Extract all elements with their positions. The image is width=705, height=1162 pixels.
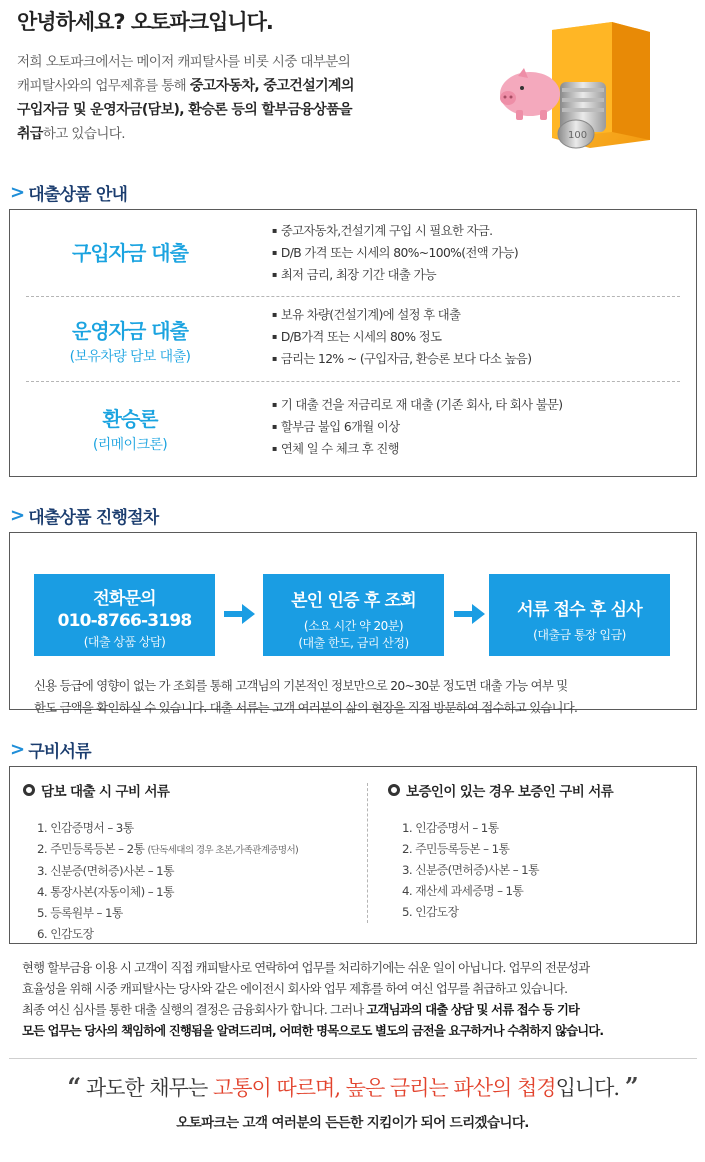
- documents-guarantor: [388, 780, 613, 923]
- list-item: 5. 등록원부 – 1통: [37, 906, 123, 920]
- list-item: ▪ D/B 가격 또는 시세의 80%~100%(전액 가능): [272, 242, 518, 264]
- list-item: 1. 인감증명서 – 1통: [402, 821, 499, 835]
- list-item: 4. 재산세 과세증명 – 1통: [402, 884, 524, 898]
- documents-heading: 담보 대출 시 구비 서류: [41, 784, 170, 800]
- documents-collateral: [23, 780, 298, 945]
- close-quote-icon: ”: [624, 1072, 638, 1101]
- products-box: [9, 209, 697, 477]
- product-name: 환승론: [102, 407, 158, 431]
- intro-text: 저희 오토파크에서는 메이저 캐피탈사를 비롯 시중 대부분의 캐피탈사와의 업무제휴를 통해 중고자동차, 중고건설기계의 구입자금 및 운영자금(담보), 환승론 등의 할부금융상품을 취급하고 있습니다.: [17, 54, 354, 142]
- documents-box: [9, 766, 697, 944]
- svg-text:100: 100: [568, 130, 588, 141]
- list-item: 1. 인감증명서 – 3통: [37, 821, 134, 835]
- step-document-review: 서류 접수 후 심사 (대출금 통장 입금): [489, 574, 670, 656]
- chevron-right-icon: >: [10, 739, 25, 760]
- process-description: 신용 등급에 영향이 없는 가 조회를 통해 고객님의 기본적인 정보만으로 20~30분 정도면 대출 가능 여부 및 한도 금액을 확인하실 수 있습니다. 대출 서류는 고객 여러분의 삶의 현장을 직접 방문하여 접수하고 있습니다.: [34, 679, 578, 715]
- process-box: [9, 532, 697, 715]
- list-item: ▪ 할부금 불입 6개월 이상: [272, 416, 562, 438]
- product-name: 운영자금 대출: [72, 319, 188, 343]
- documents-heading: 보증인이 있는 경우 보증인 구비 서류: [406, 784, 614, 800]
- section-title-process: > 대출상품 진행절차: [10, 505, 159, 528]
- divider: [9, 1058, 697, 1059]
- slogan-quote: “ 과도한 채무는 고통이 따르며, 높은 금리는 파산의 첩경입니다. ”: [67, 1072, 638, 1101]
- list-item: 3. 신분증(면허증)사본 – 1통: [402, 863, 539, 877]
- open-quote-icon: “: [67, 1072, 81, 1101]
- section-title-documents: > 구비서류: [10, 739, 91, 762]
- chevron-right-icon: >: [10, 182, 25, 203]
- list-item: 6. 인감도장: [37, 927, 94, 941]
- phone-number: 010-8766-3198: [57, 611, 192, 631]
- list-item: 2. 주민등록등본 – 1통: [402, 842, 510, 856]
- divider: [26, 296, 680, 297]
- list-item: ▪ 보유 차량(건설기계)에 설정 후 대출: [272, 304, 531, 326]
- section-title-products: > 대출상품 안내: [10, 182, 128, 205]
- footer-text: 오토파크는 고객 여러분의 든든한 지킴이가 되어 드리겠습니다.: [176, 1115, 529, 1131]
- intro: [17, 6, 487, 146]
- list-item: 2. 주민등록등본 – 2통 (단독세대의 경우 초본,가족관계증명서): [37, 842, 299, 856]
- divider: [367, 783, 368, 923]
- divider: [26, 381, 680, 382]
- arrow-right-icon: [224, 603, 256, 625]
- product-subname: (리메이크론): [92, 437, 168, 453]
- chevron-right-icon: >: [10, 505, 25, 526]
- list-item: ▪ 최저 금리, 최장 기간 대출 가능: [272, 264, 518, 286]
- bullet-circle-icon: [388, 784, 400, 796]
- arrow-right-icon: [454, 603, 486, 625]
- notice-text: 현행 할부금융 이용 시 고객이 직접 캐피탈사로 연락하여 업무를 처리하기에는 쉬운 일이 아닙니다. 업무의 전문성과 효율성을 위해 시중 캐피탈사는 당사와 같은 에이전시 회사와 업무 제휴를 하여 여신 업무를 취급하고 있습니다. 최종 여신 심사를 통한 대출 실행의 결정은 금융회사가 합니다. 그러나 고객님과의 대출 상담 및 서류 접수 등 기타 모든 업무는 당사의 책임하에 진행됨을 알려드리며, 어떠한 명목으로도 별도의 금전을 요구하거나 수취하지 않습니다.: [22, 961, 604, 1038]
- product-name: 구입자금 대출: [72, 241, 188, 265]
- list-item: 3. 신분증(면허증)사본 – 1통: [37, 864, 174, 878]
- step-phone-inquiry: 전화문의 010-8766-3198 (대출 상품 상담): [34, 574, 215, 656]
- step-identity-check: 본인 인증 후 조회 (소요 시간 약 20분) (대출 한도, 금리 산정): [263, 574, 444, 656]
- list-item: ▪ 연체 일 수 체크 후 진행: [272, 438, 562, 460]
- list-item: ▪ D/B가격 또는 시세의 80% 정도: [272, 326, 531, 348]
- list-item: 5. 인감도장: [402, 905, 459, 919]
- page-title: 안녕하세요? 오토파크입니다.: [17, 10, 273, 34]
- list-item: ▪ 중고자동차,건설기계 구입 시 필요한 자금.: [272, 220, 518, 242]
- list-item: ▪ 금리는 12% ~ (구입자금, 환승론 보다 다소 높음): [272, 348, 531, 370]
- list-item: 4. 통장사본(자동이체) – 1통: [37, 885, 174, 899]
- bullet-circle-icon: [23, 784, 35, 796]
- list-item: ▪ 기 대출 건을 저금리로 재 대출 (기존 회사, 타 회사 불문): [272, 394, 562, 416]
- piggy-bank-illustration: [490, 12, 660, 152]
- product-subname: (보유차량 담보 대출): [69, 349, 191, 365]
